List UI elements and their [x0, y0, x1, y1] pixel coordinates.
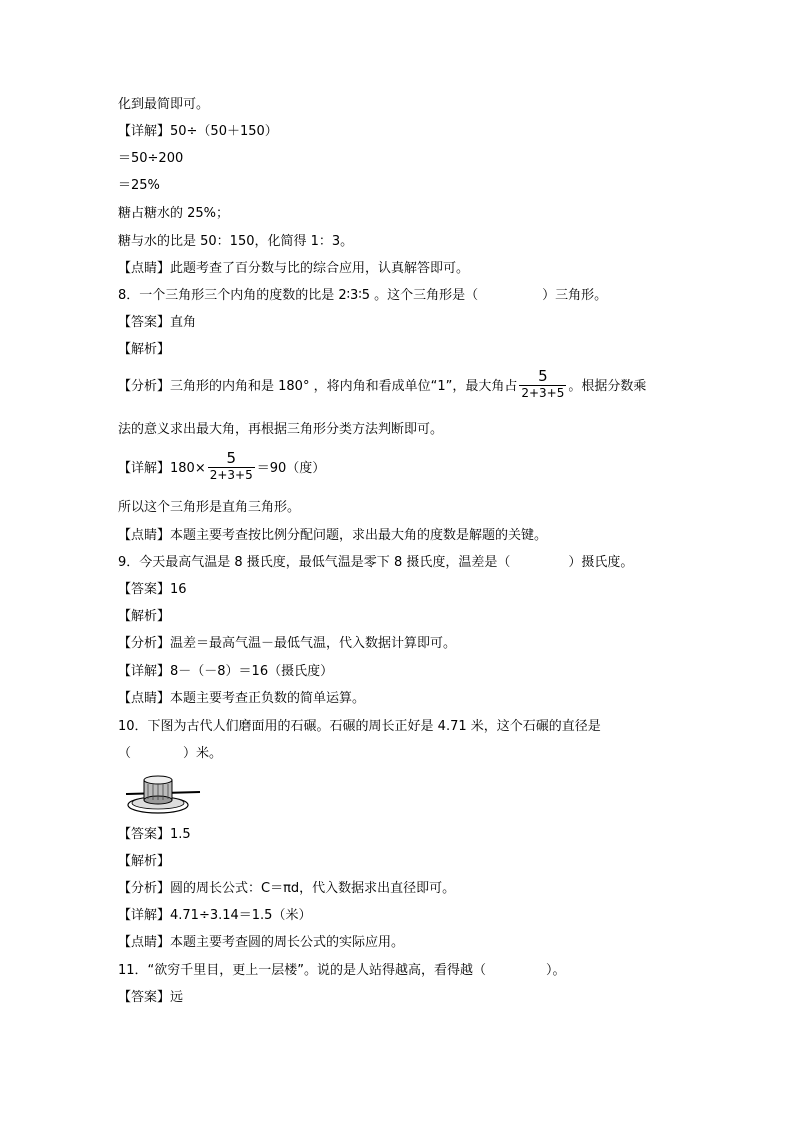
question-10-cont: （ ）米。: [118, 746, 223, 761]
dianjing-line: 【点睛】本题主要考查按比例分配问题，求出最大角的度数是解题的关键。: [118, 528, 548, 543]
analysis-label: 【解析】: [118, 342, 171, 357]
dianjing-line: 【点睛】本题主要考查正负数的简单运算。: [118, 691, 366, 706]
question-text: 9．今天最高气温是 8 摄氏度，最低气温是零下 8 摄氏度，温差是（: [118, 555, 511, 570]
detail-line: 【详解】180× $\frac{5}{2+3+5}$ ＝90（度）: [118, 449, 326, 482]
fraction-numerator: 5: [226, 449, 236, 467]
answer-label: 【答案】直角: [118, 315, 197, 330]
fraction-numerator: 5: [538, 367, 548, 385]
fraction: [208, 450, 255, 483]
text-line: ＝50÷200: [118, 151, 184, 166]
question-11: [118, 962, 566, 980]
question-text: 8．一个三角形三个内角的度数的比是 2∶3∶5 。这个三角形是（: [118, 288, 479, 303]
analysis-label: 【解析】: [118, 854, 171, 869]
stone-mill-image: [124, 772, 202, 816]
question-9: [118, 554, 633, 572]
text-line: 糖与水的比是 50：150，化简得 1：3。: [118, 234, 354, 249]
analysis-line: 法的意义求出最大角，再根据三角形分类方法判断即可。: [118, 422, 444, 437]
detail-line: 【详解】8－（－8）＝16（摄氏度）: [118, 664, 334, 679]
text-line: 所以这个三角形是直角三角形。: [118, 500, 301, 515]
fraction-denominator: 2+3+5: [521, 386, 565, 400]
fraction-denominator: 2+3+5: [209, 468, 253, 482]
dianjing-line: 【点睛】本题主要考查圆的周长公式的实际应用。: [118, 935, 405, 950]
text-line: 【点睛】此题考查了百分数与比的综合应用，认真解答即可。: [118, 261, 470, 276]
question-8: [118, 287, 607, 305]
text-line: 糖占糖水的 25%；: [118, 206, 230, 221]
text-line: 化到最简即可。: [118, 97, 210, 112]
text-line: 【详解】50÷（50＋150）: [118, 124, 278, 139]
answer-label: 【答案】16: [118, 582, 187, 597]
question-text-end: ）三角形。: [542, 288, 608, 303]
detail-line: 【详解】4.71÷3.14＝1.5（米）: [118, 908, 312, 923]
question-text-end: ）。: [546, 963, 566, 978]
answer-label: 【答案】1.5: [118, 827, 191, 842]
analysis-label: 【解析】: [118, 609, 171, 624]
analysis-line: 【分析】圆的周长公式：C＝πd，代入数据求出直径即可。: [118, 881, 456, 896]
fraction: [519, 368, 566, 401]
question-text-end: ）摄氏度。: [568, 555, 634, 570]
text-line: ＝25%: [118, 178, 160, 193]
question-10: 10．下图为古代人们磨面用的石碾。石碾的周长正好是 4.71 米，这个石碾的直径是: [118, 719, 601, 734]
question-text: 11．“欲穷千里目，更上一层楼”。说的是人站得越高，看得越（: [118, 963, 487, 978]
analysis-line: 【分析】温差＝最高气温－最低气温，代入数据计算即可。: [118, 636, 457, 651]
analysis-line: 【分析】三角形的内角和是 180° ，将内角和看成单位“1”，最大角占 $\frac{5}{2+3+5}$ 。根据分数乘: [118, 367, 647, 400]
answer-label: 【答案】远: [118, 990, 184, 1005]
